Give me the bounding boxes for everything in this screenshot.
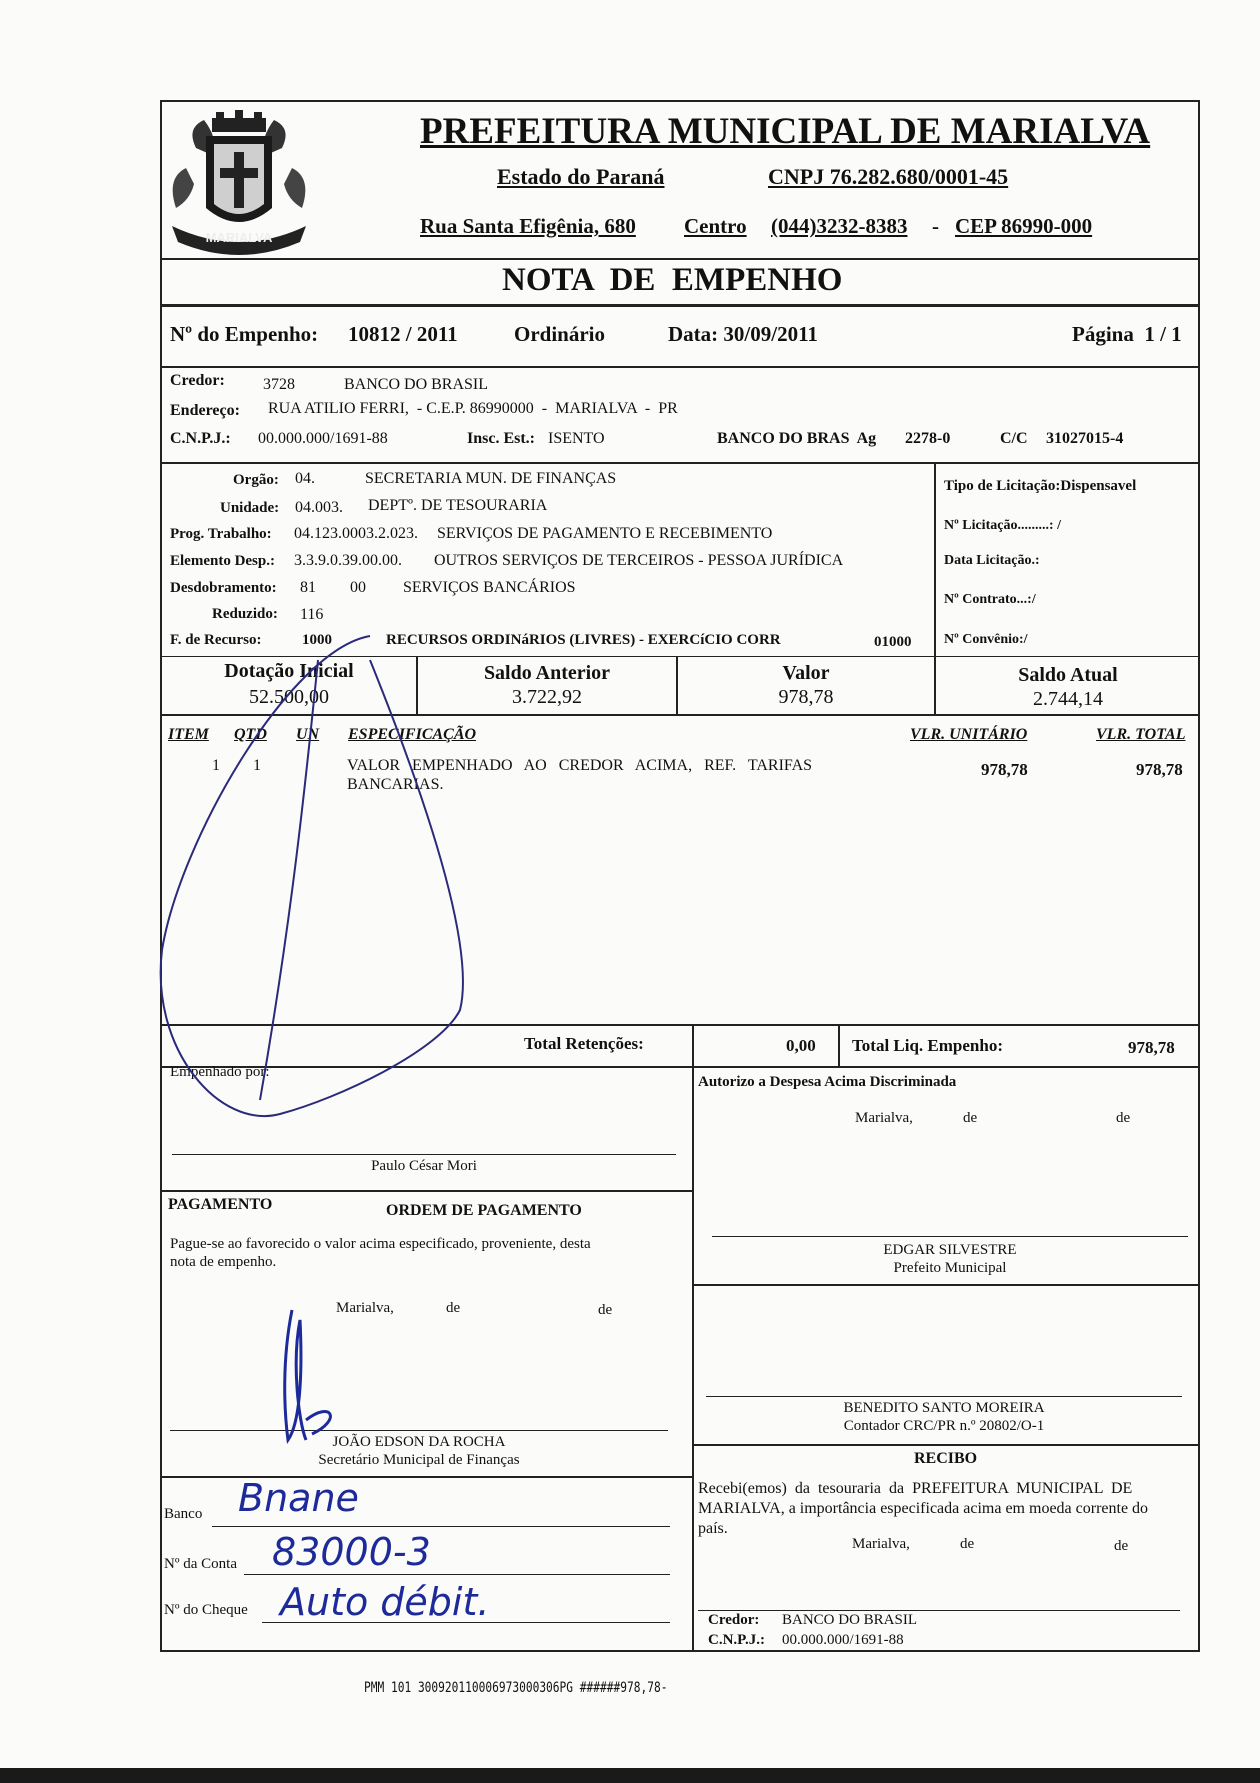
autorizo-de2: de xyxy=(1116,1110,1131,1126)
pagamento-de1: de xyxy=(446,1300,461,1316)
saldo-atual-value: 2.744,14 xyxy=(1033,688,1103,710)
prog-label: Prog. Trabalho: xyxy=(170,526,272,542)
item-spec-line1: VALOR EMPENHADO AO CREDOR ACIMA, REF. TARIFAS xyxy=(347,757,813,774)
page-title: PREFEITURA MUNICIPAL DE MARIALVA xyxy=(420,111,1151,152)
recibo-credor-label: Credor: xyxy=(708,1612,760,1628)
recibo-place: Marialva, xyxy=(852,1536,910,1552)
unidade-code: 04.003. xyxy=(295,499,343,516)
recibo-de2: de xyxy=(1114,1538,1129,1554)
desd-code2: 00 xyxy=(350,579,366,596)
desd-code1: 81 xyxy=(300,579,316,596)
elem-code: 3.3.9.0.39.00.00. xyxy=(294,552,402,569)
secretario-name: JOÃO EDSON DA ROCHA xyxy=(332,1434,506,1450)
licitacao-numero: Nº Licitação.........: / xyxy=(944,518,1061,533)
cheque-value[interactable]: Auto débit. xyxy=(280,1580,490,1624)
header-cnpj: CNPJ 76.282.680/0001-45 xyxy=(768,164,1009,189)
header-cep: CEP 86990-000 xyxy=(955,214,1093,238)
page-number: Página 1 / 1 xyxy=(1072,322,1182,346)
col-item: ITEM xyxy=(168,726,209,743)
credor-name: BANCO DO BRASIL xyxy=(344,376,489,393)
contador-name: BENEDITO SANTO MOREIRA xyxy=(843,1400,1045,1416)
saldo-anterior-label: Saldo Anterior xyxy=(483,662,611,684)
contrato-number: Nº Contrato...:/ xyxy=(944,592,1036,607)
dotacao-inicial-value: 52.500,00 xyxy=(249,686,329,708)
header-street: Rua Santa Efigênia, 680 xyxy=(420,214,636,238)
total-liquido-value: 978,78 xyxy=(1128,1038,1175,1057)
conta-value[interactable]: 83000-3 xyxy=(272,1530,431,1574)
crest-text: MARIALVA xyxy=(205,230,273,245)
col-qtd: QTD xyxy=(234,726,267,743)
orgao-label: Orgão: xyxy=(233,472,279,488)
elem-name: OUTROS SERVIÇOS DE TERCEIROS - PESSOA JURÍDICA xyxy=(434,552,844,569)
footer-code: PMM 101 300920110006973000306PG ######978,78- xyxy=(364,1680,668,1696)
state-label: Estado do Paraná xyxy=(497,164,665,189)
empenhado-label: Empenhado por: xyxy=(170,1064,270,1080)
dotacao-inicial-label: Dotação Inicial xyxy=(224,660,354,682)
unidade-label: Unidade: xyxy=(220,500,280,516)
scan-edge xyxy=(0,1768,1260,1783)
pagamento-text2: nota de empenho. xyxy=(170,1254,277,1270)
signature-icon xyxy=(272,1300,352,1450)
reduzido-label: Reduzido: xyxy=(212,606,278,622)
recibo-de1: de xyxy=(960,1536,975,1552)
credor-cnpj: 00.000.000/1691-88 xyxy=(258,430,388,447)
total-liquido-label: Total Liq. Empenho: xyxy=(852,1036,1003,1055)
unidade-name: DEPTº. DE TESOURARIA xyxy=(368,497,548,514)
prog-code: 04.123.0003.2.023. xyxy=(294,525,418,542)
orgao-name: SECRETARIA MUN. DE FINANÇAS xyxy=(365,470,617,487)
credor-bank: BANCO DO BRAS Ag xyxy=(717,430,877,447)
saldo-atual-label: Saldo Atual xyxy=(1018,664,1118,686)
banco-label: Banco xyxy=(164,1506,203,1522)
header-district: Centro xyxy=(684,214,747,238)
fonte-code2: 01000 xyxy=(874,634,912,650)
pagamento-text1: Pague-se ao favorecido o valor acima especificado, proveniente, desta xyxy=(170,1236,591,1252)
valor-label: Valor xyxy=(782,662,830,684)
saldo-anterior-value: 3.722,92 xyxy=(512,686,582,708)
recibo-text1: Recebi(emos) da tesouraria da PREFEITURA MUNICIPAL DE xyxy=(698,1480,1133,1497)
item-qtd: 1 xyxy=(253,757,261,774)
contador-role: Contador CRC/PR n.º 20802/O-1 xyxy=(843,1418,1045,1434)
autorizo-de1: de xyxy=(963,1110,978,1126)
desd-label: Desdobramento: xyxy=(170,580,277,596)
pagamento-de2: de xyxy=(598,1302,613,1318)
autorizo-label: Autorizo a Despesa Acima Discriminada xyxy=(698,1074,957,1090)
recibo-cnpj: 00.000.000/1691-88 xyxy=(782,1632,904,1648)
header-sep: - xyxy=(932,214,939,238)
orgao-code: 04. xyxy=(295,470,315,487)
cnpj-label: C.N.P.J.: xyxy=(170,430,231,447)
prog-name: SERVIÇOS DE PAGAMENTO E RECEBIMENTO xyxy=(437,525,773,542)
credor-agency: 2278-0 xyxy=(905,430,951,447)
elem-label: Elemento Desp.: xyxy=(170,553,275,569)
item-number: 1 xyxy=(212,757,220,774)
pagamento-place: Marialva, xyxy=(336,1300,394,1316)
prefeito-role: Prefeito Municipal xyxy=(893,1260,1007,1276)
empenho-type: Ordinário xyxy=(514,322,606,346)
document-title: NOTA DE EMPENHO xyxy=(502,262,843,298)
col-un: UN xyxy=(296,726,320,743)
col-total-value: VLR. TOTAL xyxy=(1096,726,1186,743)
empenho-date: Data: 30/09/2011 xyxy=(668,322,818,346)
empenhado-name: Paulo César Mori xyxy=(371,1158,477,1174)
cheque-label: Nº do Cheque xyxy=(164,1602,248,1618)
item-total-value: 978,78 xyxy=(1136,760,1183,779)
credor-label: Credor: xyxy=(170,372,225,389)
secretario-role: Secretário Municipal de Finanças xyxy=(318,1452,520,1468)
reduzido-code: 116 xyxy=(300,606,324,623)
municipal-crest xyxy=(166,108,312,258)
header-phone: (044)3232-8383 xyxy=(771,214,908,238)
banco-value[interactable]: Bnane xyxy=(238,1476,359,1520)
empenho-number-label: Nº do Empenho: xyxy=(170,322,319,346)
fonte-name: RECURSOS ORDINáRIOS (LIVRES) - EXERCíCIO CORR xyxy=(386,632,781,648)
prefeito-name: EDGAR SILVESTRE xyxy=(883,1242,1017,1258)
recibo-credor: BANCO DO BRASIL xyxy=(782,1612,918,1628)
licitacao-tipo: Tipo de Licitação:Dispensavel xyxy=(944,478,1137,494)
recibo-text2: MARIALVA, a importância especificada acima em moeda corrente do xyxy=(698,1500,1149,1517)
credor-insc: ISENTO xyxy=(548,430,605,447)
cc-label: C/C xyxy=(1000,430,1028,447)
credor-cc: 31027015-4 xyxy=(1046,430,1124,447)
item-unit-value: 978,78 xyxy=(981,760,1028,779)
licitacao-data: Data Licitação.: xyxy=(944,553,1040,568)
recibo-text3: país. xyxy=(698,1520,728,1537)
desd-name: SERVIÇOS BANCÁRIOS xyxy=(403,579,576,596)
ordem-pagamento-label: ORDEM DE PAGAMENTO xyxy=(386,1202,582,1219)
recibo-cnpj-label: C.N.P.J.: xyxy=(708,1632,765,1648)
pagamento-label: PAGAMENTO xyxy=(168,1196,273,1213)
fonte-label: F. de Recurso: xyxy=(170,632,262,648)
recibo-label: RECIBO xyxy=(914,1450,978,1467)
insc-label: Insc. Est.: xyxy=(467,430,536,447)
address-label: Endereço: xyxy=(170,402,240,419)
empenho-number: 10812 / 2011 xyxy=(348,322,458,346)
total-retencoes-label: Total Retenções: xyxy=(524,1034,644,1053)
credor-address: RUA ATILIO FERRI, - C.E.P. 86990000 - MARIALVA - PR xyxy=(268,400,678,417)
credor-code: 3728 xyxy=(263,376,295,393)
valor-value: 978,78 xyxy=(778,686,834,708)
fonte-code: 1000 xyxy=(302,632,332,648)
total-retencoes-value: 0,00 xyxy=(786,1036,816,1055)
autorizo-place: Marialva, xyxy=(855,1110,913,1126)
col-unit-value: VLR. UNITÁRIO xyxy=(910,726,1028,743)
conta-label: Nº da Conta xyxy=(164,1556,237,1572)
convenio-number: Nº Convênio:/ xyxy=(944,632,1028,647)
handwritten-mark-overlay xyxy=(140,630,480,1150)
col-spec: ESPECIFICAÇÃO xyxy=(348,726,477,743)
item-spec-line2: BANCARIAS. xyxy=(347,776,444,793)
